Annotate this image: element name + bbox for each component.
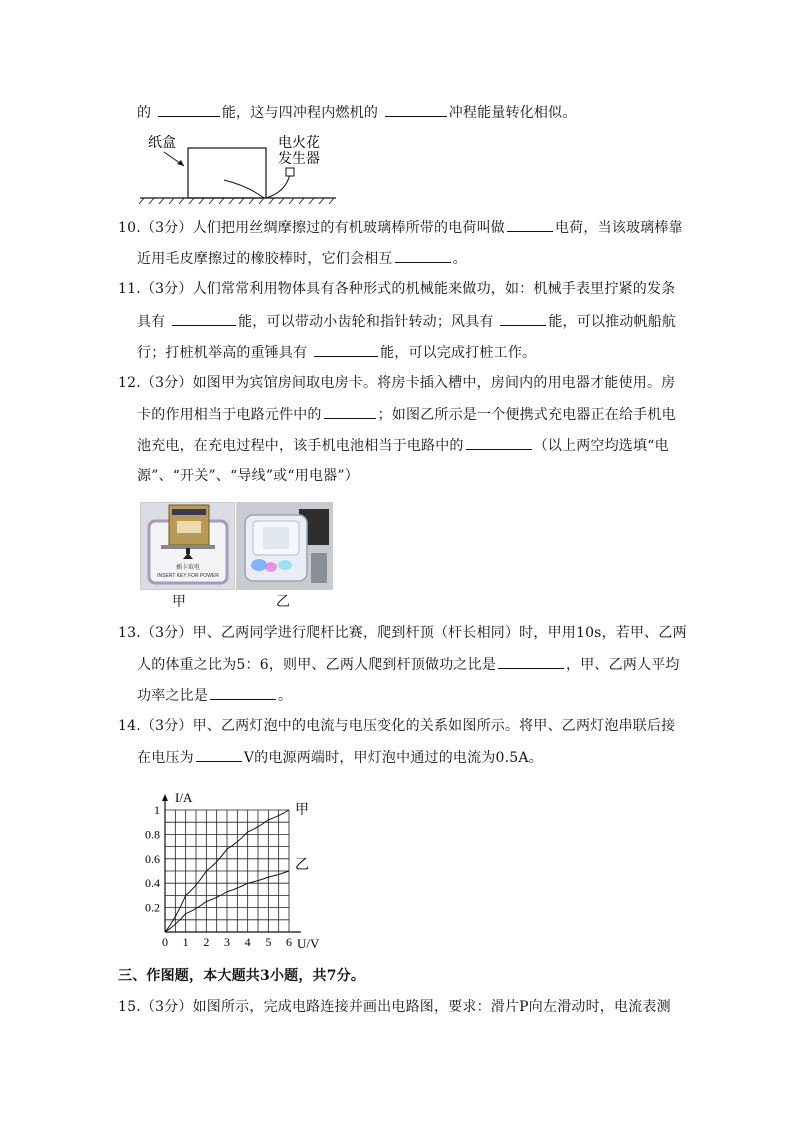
q14-line-1: 14.（3分）甲、乙两灯泡中的电流与电压变化的关系如图所示。将甲、乙两灯泡串联后接 <box>118 718 676 734</box>
x-tick-label: 1 <box>182 935 189 949</box>
series-label-yi: 乙 <box>295 858 309 873</box>
q11-line-2: 具有 能，可以带动小齿轮和指针转动；风具有 能，可以推动帆船航 <box>137 311 676 332</box>
q13-line-3: 功率之比是 。 <box>137 685 292 706</box>
answer-blank[interactable] <box>158 102 220 117</box>
spark-generator <box>286 168 294 176</box>
x-tick-label: 6 <box>286 935 292 949</box>
label-spark-generator-2: 发生器 <box>278 150 320 166</box>
y-tick-label: 0.4 <box>145 876 160 891</box>
answer-blank[interactable] <box>498 654 564 669</box>
portable-charger-illustration <box>237 503 332 589</box>
q12-line-2: 卡的作用相当于电路元件中的 ；如图乙所示是一个便携式充电器正在给手机电 <box>137 404 676 425</box>
y-tick-label: 0.8 <box>145 827 160 842</box>
label-paper-box: 纸盒 <box>148 134 176 150</box>
answer-blank[interactable] <box>395 248 451 263</box>
x-axis-label: U/V <box>297 936 320 950</box>
key-card-slot-label-cn: 插卡取电 <box>175 565 201 571</box>
arrow-head <box>177 160 184 166</box>
photo-portable-charger <box>236 502 333 590</box>
q14-line-2: 在电压为 V的电源两端时，甲灯泡中通过的电流为0.5A。 <box>137 747 543 768</box>
key-card-slot-illustration <box>141 503 234 589</box>
q11-line-3: 行；打桩机举高的重锤具有 能，可以完成打桩工作。 <box>137 342 536 363</box>
y-tick-label: 1 <box>154 803 160 817</box>
iv-chart <box>130 778 340 950</box>
q11-line-1: 11.（3分）人们常常利用物体具有各种形式的机械能来做功，如：机械手表里拧紧的发条 <box>118 281 676 297</box>
y-axis-label: I/A <box>175 790 193 805</box>
x-tick-label: 0 <box>162 935 168 949</box>
q12-line-1: 12.（3分）如图甲为宾馆房间取电房卡。将房卡插入槽中，房间内的用电器才能使用。房 <box>118 375 676 391</box>
y-tick-label: 0.2 <box>145 900 160 915</box>
key-card-slot-label-en: INSERT KEY FOR POWER <box>157 573 219 579</box>
photo-key-card-slot <box>140 502 235 590</box>
chart-ticks <box>145 803 292 949</box>
q15-line-1: 15.（3分）如图所示，完成电路连接并画出电路图，要求：滑片P向左滑动时，电流表测 <box>118 999 671 1015</box>
y-tick-label: 0.6 <box>145 851 160 866</box>
answer-blank[interactable] <box>507 217 553 232</box>
x-tick-label: 4 <box>244 935 251 949</box>
chart-grid <box>165 810 289 932</box>
answer-blank[interactable] <box>196 747 242 762</box>
series-label-jia: 甲 <box>295 803 309 818</box>
x-tick-label: 3 <box>224 935 230 949</box>
answer-blank[interactable] <box>172 311 236 326</box>
answer-blank[interactable] <box>324 404 376 419</box>
spark-wire-inner <box>224 180 264 198</box>
caption-yi: 乙 <box>276 594 290 610</box>
answer-blank[interactable] <box>500 311 546 326</box>
q9-line: 的 能，这与四冲程内燃机的 冲程能量转化相似。 <box>137 102 577 123</box>
q13-line-1: 13.（3分）甲、乙两同学进行爬杆比赛，爬到杆顶（杆长相同）时，甲用10s，若甲、乙两 <box>118 625 687 641</box>
spark-wire-outer <box>266 174 290 198</box>
label-spark-generator-1: 电火花 <box>278 134 320 150</box>
paper-box <box>188 148 266 198</box>
q12-line-3: 池充电，在充电过程中，该手机电池相当于电路中的 （以上两空均选填“电 <box>137 435 669 456</box>
y-axis-arrow <box>162 794 168 801</box>
answer-blank[interactable] <box>466 435 532 450</box>
q13-line-2: 人的体重之比为5：6，则甲、乙两人爬到杆顶做功之比是 ，甲、乙两人平均 <box>137 654 680 675</box>
ground-hatch <box>139 198 334 204</box>
answer-blank[interactable] <box>314 342 378 357</box>
answer-blank[interactable] <box>210 685 276 700</box>
q9-figure <box>138 130 338 206</box>
x-tick-label: 5 <box>265 935 272 949</box>
section-heading: 三、作图题，本大题共3小题，共7分。 <box>118 968 366 984</box>
caption-jia: 甲 <box>172 594 186 610</box>
answer-blank[interactable] <box>385 102 447 117</box>
q12-line-4: 源”、“开关”、“导线”或“用电器”） <box>137 468 359 484</box>
x-tick-label: 2 <box>203 935 210 949</box>
q10-line-1: 10.（3分）人们把用丝绸摩擦过的有机玻璃棒所带的电荷叫做 电荷，当该玻璃棒靠 <box>118 217 683 238</box>
q10-line-2: 近用毛皮摩擦过的橡胶棒时，它们会相互 。 <box>137 248 467 269</box>
